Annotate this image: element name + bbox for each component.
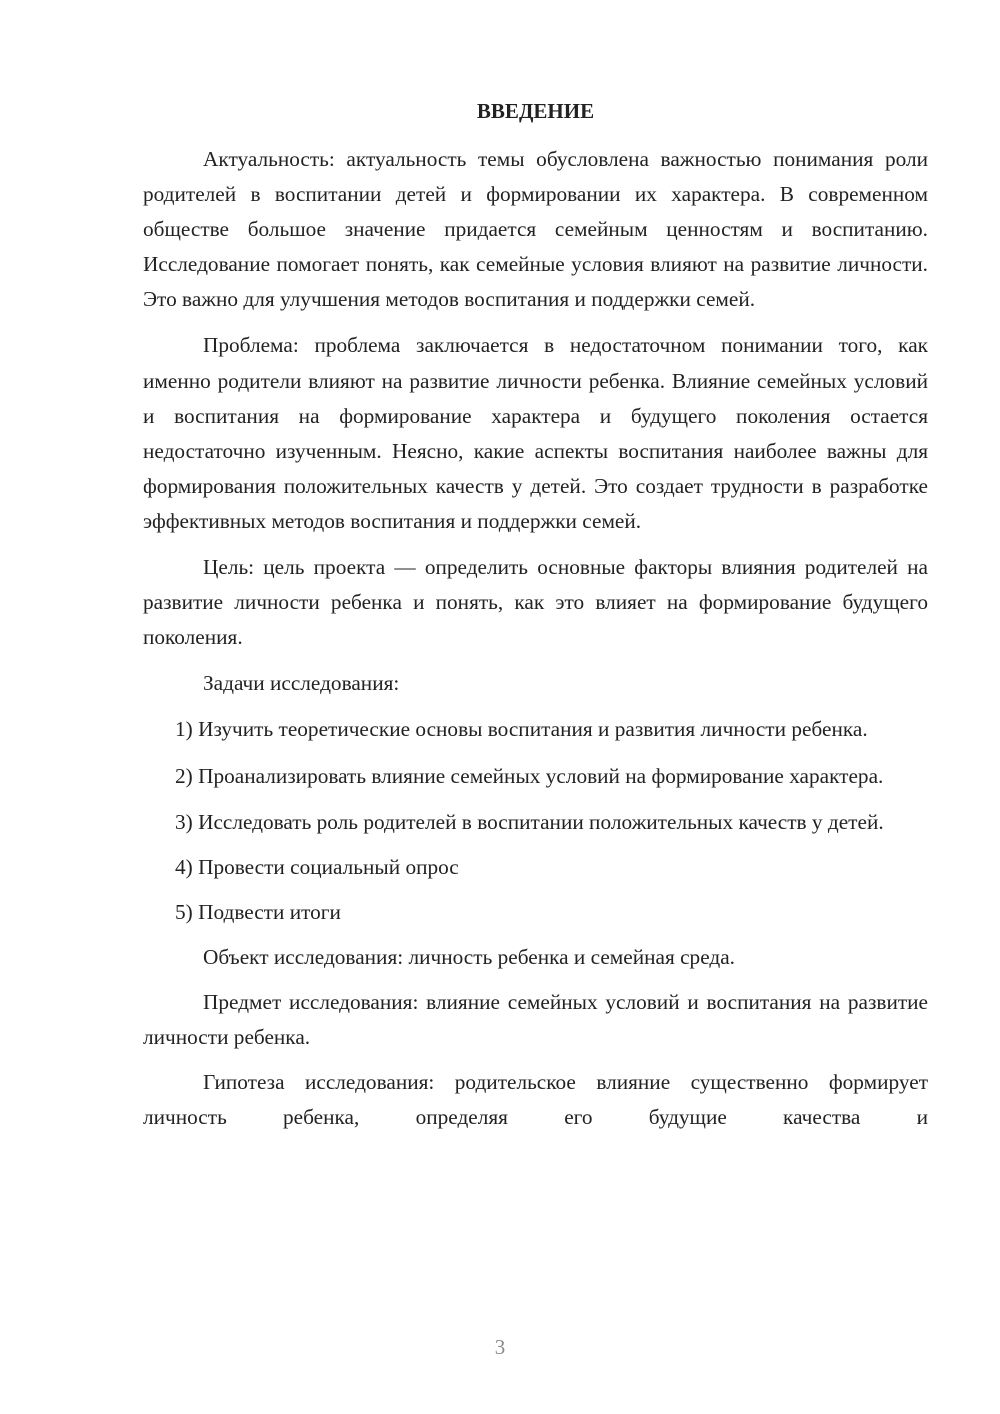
tasks-heading: Задачи исследования: [203, 671, 400, 696]
task-item-4: 4) Провести социальный опрос [175, 854, 459, 879]
section-heading: ВВЕДЕНИЕ [476, 99, 595, 123]
task-item-3: 3) Исследовать роль родителей в воспитании положительных качеств у детей. [175, 809, 884, 834]
task-item-5: 5) Подвести итоги [175, 899, 341, 924]
document-body [143, 142, 928, 1135]
problem-paragraph: Проблема: проблема заключается в недостаточном понимании того, как именно родители влияют на развитие личности ребенка. Влияние семейных условий и воспитания на формирование характера и будущего поколения остается недостаточно изученным. Неясно, какие аспекты воспитания наиболее важны для формирования положительных качеств у детей. Это создает трудности в разработке эффективных методов воспитания и поддержки семей. [143, 333, 928, 533]
task-item-1: 1) Изучить теоретические основы воспитания и развития личности ребенка. [175, 717, 868, 742]
goal-paragraph: Цель: цель проекта — определить основные факторы влияния родителей на развитие личности ребенка и понять, как это влияет на формирование будущего поколения. [143, 555, 928, 650]
object-paragraph: Объект исследования: личность ребенка и семейная среда. [203, 944, 735, 969]
hypothesis-paragraph: Гипотеза исследования: родительское влияние существенно формирует личность ребенка, определяя его будущие качества и [143, 1070, 928, 1130]
subject-paragraph: Предмет исследования: влияние семейных условий и воспитания на развитие личности ребенка. [143, 989, 928, 1050]
page-number: 3 [494, 1335, 506, 1359]
relevance-paragraph: Актуальность: актуальность темы обусловлена важностью понимания роли родителей в воспитании детей и формировании их характера. В современном обществе большое значение придается семейным ценностям и воспитанию. Исследование помогает понять, как семейные условия влияют на развитие личности. Это важно для улучшения методов воспитания и поддержки семей. [143, 147, 928, 312]
task-item-2: 2) Проанализировать влияние семейных условий на формирование характера. [175, 763, 884, 788]
